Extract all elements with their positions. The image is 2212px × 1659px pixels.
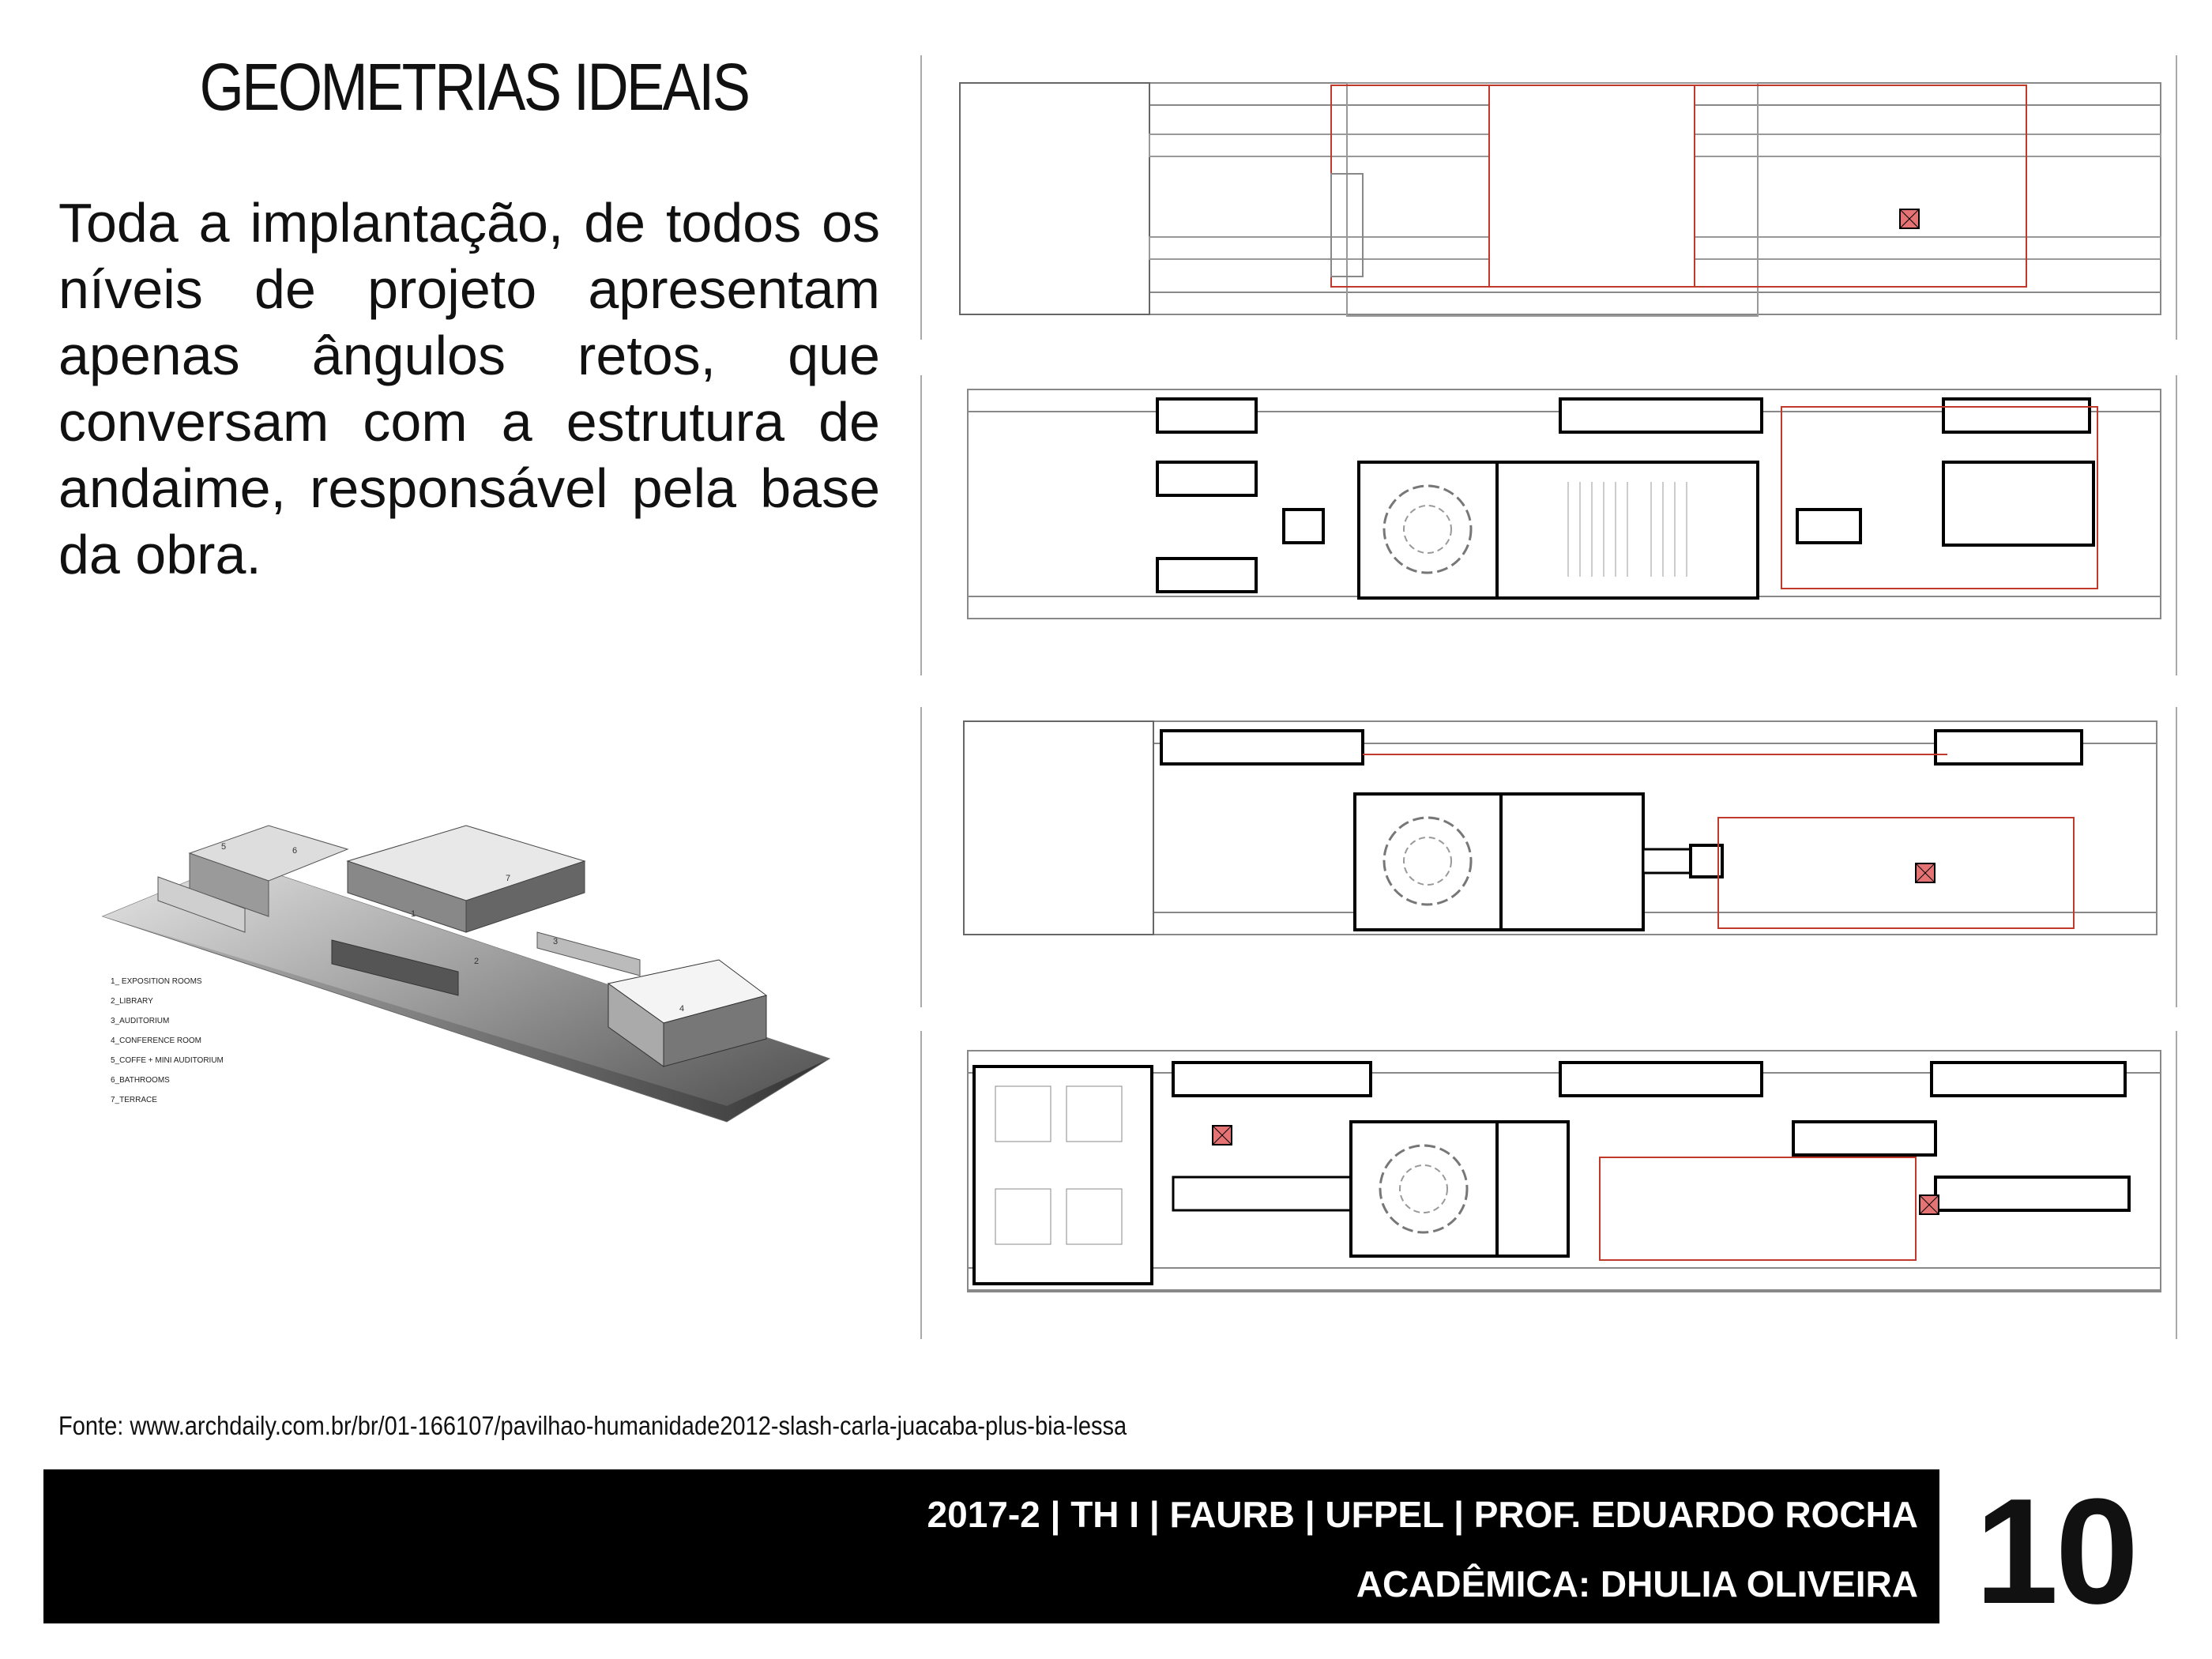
legend-item: 3_AUDITORIUM — [111, 1017, 170, 1025]
source-citation: Fonte: www.archdaily.com.br/br/01-166107/pavilhao-humanidade2012-slash-carla-juacaba-plus-bia-lessa — [58, 1411, 1127, 1440]
block-label: 1 — [411, 909, 416, 919]
legend-item: 5_COFFE + MINI AUDITORIUM — [111, 1056, 224, 1065]
floor-plan-level-1 — [920, 55, 2184, 340]
footer-bar — [43, 1469, 1939, 1623]
legend-item: 7_TERRACE — [111, 1096, 157, 1104]
body-paragraph: Toda a implantação, de todos os níveis de projeto apresentam apenas ângulos retos, que conversam com a estrutura de andaime, responsável pela base da obra. — [58, 192, 880, 585]
legend-item: 1_ EXPOSITION ROOMS — [111, 977, 202, 986]
page-number: 10 — [1975, 1468, 2136, 1635]
block-label: 6 — [292, 846, 298, 856]
legend-item: 2_LIBRARY — [111, 997, 153, 1006]
footer-course-line: 2017-2 | TH I | FAURB | UFPEL | PROF. EDUARDO ROCHA — [927, 1494, 1918, 1535]
floor-plan-level-2 — [920, 375, 2184, 675]
legend-item: 4_CONFERENCE ROOM — [111, 1036, 202, 1045]
block-label: 4 — [679, 1004, 685, 1014]
floor-plan-level-4 — [920, 1031, 2184, 1339]
block-label: 7 — [506, 874, 511, 883]
block-label: 5 — [221, 842, 227, 852]
axonometric-illustration — [95, 806, 869, 1138]
footer-student-line: ACADÊMICA: DHULIA OLIVEIRA — [1356, 1563, 1918, 1604]
block-label: 3 — [553, 937, 559, 946]
floor-plan-level-3 — [920, 707, 2184, 1007]
page-title: GEOMETRIAS IDEAIS — [199, 50, 749, 124]
block-label: 2 — [474, 957, 480, 966]
legend-item: 6_BATHROOMS — [111, 1076, 170, 1085]
